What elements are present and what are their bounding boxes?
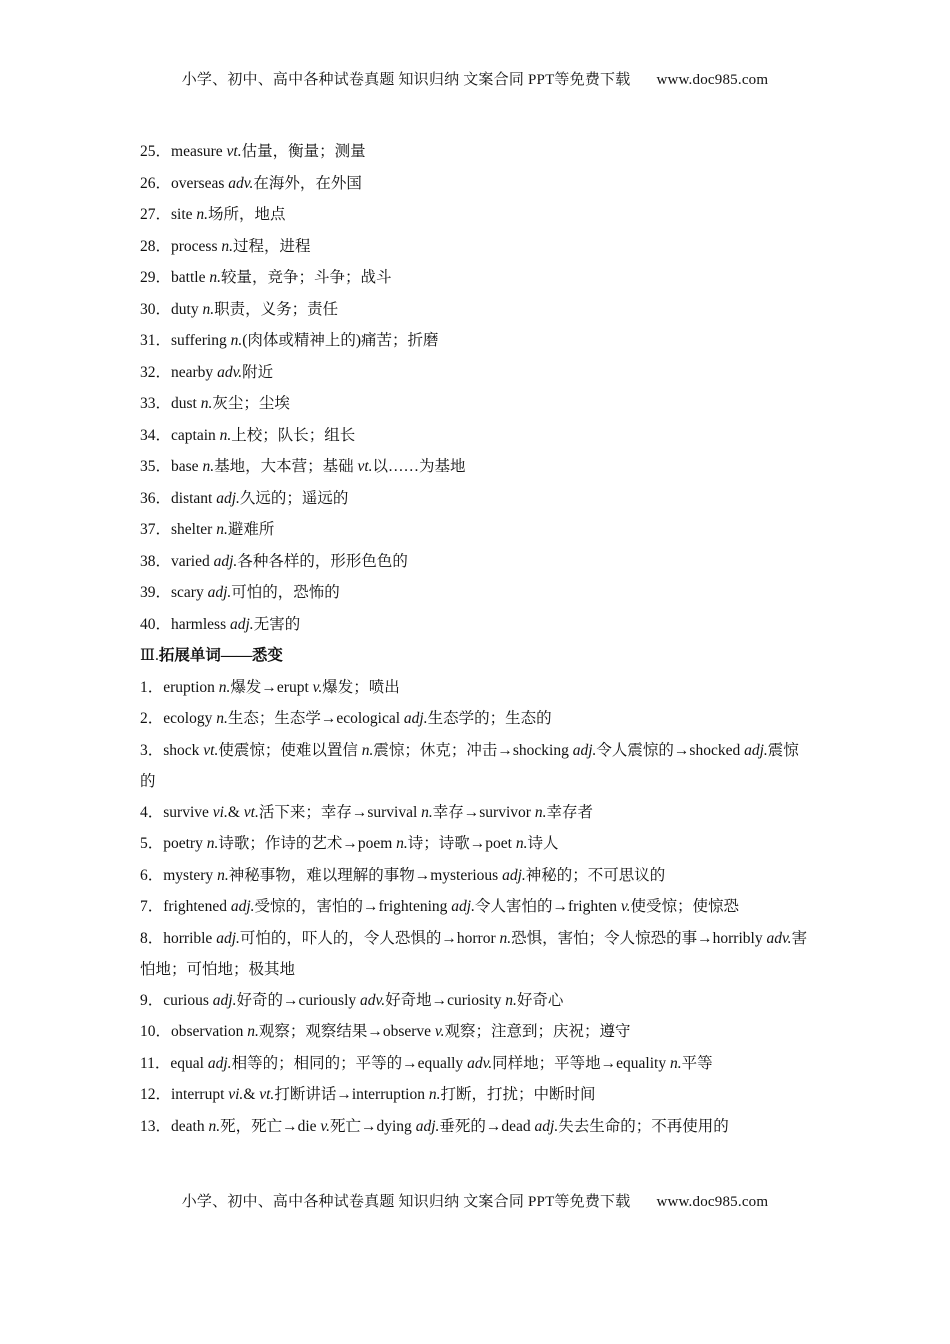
item-pos: n. bbox=[396, 835, 408, 852]
item-word: overseas bbox=[171, 174, 229, 192]
list-item bbox=[140, 1022, 812, 1042]
item-number: 38． bbox=[140, 552, 172, 570]
item-word: duty bbox=[171, 300, 203, 318]
item-pos: adj. bbox=[213, 552, 238, 570]
item-pos: n. bbox=[206, 835, 219, 852]
list-item bbox=[140, 489, 812, 509]
item-text: 同样地；平等地→equality bbox=[492, 1054, 670, 1072]
item-text: 诗人 bbox=[527, 835, 559, 852]
item-word: base bbox=[171, 458, 203, 475]
item-definition: 久远的；遥远的 bbox=[239, 489, 349, 507]
list-item bbox=[140, 205, 812, 225]
item-pos: v. bbox=[434, 1023, 445, 1040]
item-text: 活下来；幸存→survival bbox=[258, 803, 422, 821]
item-text: 爆发→erupt bbox=[230, 678, 313, 696]
footer-site: www.doc985.com bbox=[656, 1194, 769, 1210]
item-word: shelter bbox=[171, 521, 217, 538]
item-pos: n. bbox=[218, 678, 231, 696]
item-text: 生态学的；生态的 bbox=[427, 710, 552, 727]
word-list-part1 bbox=[140, 142, 812, 635]
item-pos: n. bbox=[200, 395, 213, 412]
item-pos: adv. bbox=[467, 1054, 493, 1072]
item-pos: n. bbox=[499, 929, 512, 947]
item-pos: adj. bbox=[403, 710, 428, 727]
item-pos: adj. bbox=[216, 929, 240, 947]
item-text: 13．death bbox=[140, 1117, 209, 1135]
item-definition: 以……为基地 bbox=[372, 458, 466, 475]
item-pos: n. bbox=[247, 1023, 259, 1040]
item-pos: adj. bbox=[207, 584, 232, 601]
item-pos: vt. bbox=[203, 741, 219, 759]
item-pos: vi. bbox=[228, 1086, 244, 1103]
item-text: 诗歌；作诗的艺术→poem bbox=[218, 835, 397, 852]
item-word: dust bbox=[171, 395, 201, 412]
list-item bbox=[140, 1117, 812, 1137]
item-pos: v. bbox=[312, 678, 323, 696]
item-pos: adv. bbox=[766, 929, 792, 947]
item-text: 失去生命的；不再使用的 bbox=[558, 1117, 729, 1135]
item-definition: 附近 bbox=[242, 363, 274, 381]
item-pos: adj. bbox=[451, 898, 475, 915]
item-definition: 过程，进程 bbox=[233, 237, 311, 255]
item-pos: adv. bbox=[217, 363, 243, 381]
item-pos: n. bbox=[230, 332, 243, 349]
header-site: www.doc985.com bbox=[656, 72, 769, 88]
item-text: 好奇心 bbox=[516, 991, 564, 1009]
item-text: 垂死的→dead bbox=[439, 1117, 535, 1135]
item-pos: n. bbox=[505, 991, 517, 1009]
item-text: 生态；生态学→ecological bbox=[227, 710, 404, 727]
item-pos: adv. bbox=[228, 174, 254, 192]
item-number: 31． bbox=[140, 332, 172, 349]
item-definition: 上校；队长；组长 bbox=[231, 426, 356, 444]
item-pos: n. bbox=[217, 866, 229, 884]
vocabulary-content bbox=[140, 142, 812, 1148]
section-number: Ⅲ. bbox=[140, 647, 159, 664]
list-item bbox=[140, 520, 812, 540]
page-header bbox=[0, 68, 950, 89]
list-item bbox=[140, 735, 812, 797]
item-number: 34． bbox=[140, 426, 172, 444]
item-text: 观察；观察结果→observe bbox=[258, 1023, 435, 1040]
item-pos: n. bbox=[534, 803, 547, 821]
item-pos: v. bbox=[320, 1117, 330, 1135]
item-number: 35． bbox=[140, 458, 172, 475]
item-number: 32． bbox=[140, 363, 172, 381]
item-pos: n. bbox=[515, 835, 528, 852]
list-item bbox=[140, 363, 812, 383]
item-definition: 无害的 bbox=[253, 615, 301, 633]
list-item bbox=[140, 834, 812, 854]
item-pos: n. bbox=[216, 710, 228, 727]
list-item bbox=[140, 991, 812, 1011]
list-item bbox=[140, 552, 812, 572]
item-text: 使受惊；使惊恐 bbox=[630, 898, 740, 915]
item-text: 恐惧，害怕；令人惊恐的事→horribly bbox=[511, 929, 767, 947]
item-text: 6．mystery bbox=[140, 866, 218, 884]
list-item bbox=[140, 142, 812, 162]
item-text: 好奇的→curiously bbox=[236, 991, 361, 1009]
item-pos: n. bbox=[208, 1117, 221, 1135]
item-text: 幸存者 bbox=[546, 803, 593, 821]
item-number: 30． bbox=[140, 300, 172, 318]
item-pos: n. bbox=[209, 269, 221, 286]
item-text: 神秘的；不可思议的 bbox=[525, 866, 666, 884]
item-definition: 在海外，在外国 bbox=[253, 174, 362, 192]
list-item bbox=[140, 426, 812, 446]
item-pos: n. bbox=[196, 206, 209, 223]
item-number: 27． bbox=[140, 206, 172, 223]
item-text: & bbox=[227, 803, 244, 821]
list-item bbox=[140, 300, 812, 320]
item-word: site bbox=[171, 206, 197, 223]
item-text: 诗；诗歌→poet bbox=[407, 835, 516, 852]
list-item bbox=[140, 331, 812, 351]
item-pos: adj. bbox=[212, 991, 237, 1009]
section-title: 拓展单词——悉变 bbox=[158, 647, 283, 664]
item-text: & bbox=[243, 1086, 260, 1103]
item-pos: vi. bbox=[212, 803, 228, 821]
item-text: 8．horrible bbox=[140, 929, 217, 947]
list-item bbox=[140, 1085, 812, 1105]
item-pos: n. bbox=[202, 458, 215, 475]
item-definition: 可怕的，恐怖的 bbox=[231, 584, 340, 601]
item-word: battle bbox=[171, 269, 210, 286]
item-pos: vt. bbox=[243, 803, 259, 821]
item-text: 11．equal bbox=[140, 1054, 208, 1072]
list-item bbox=[140, 897, 812, 917]
item-definition: 基地，大本营；基础 bbox=[214, 458, 358, 475]
item-pos: n. bbox=[669, 1054, 682, 1072]
item-definition: 灰尘；尘埃 bbox=[212, 395, 290, 412]
item-text: 打断讲话→interruption bbox=[274, 1086, 429, 1103]
item-number: 37． bbox=[140, 521, 172, 538]
item-text: 震惊；休克；冲击→shocking bbox=[373, 741, 573, 759]
item-text: 平等 bbox=[681, 1054, 713, 1072]
item-pos: adj. bbox=[534, 1117, 559, 1135]
item-definition: 避难所 bbox=[227, 521, 275, 538]
item-number: 33． bbox=[140, 395, 172, 412]
item-definition: 较量，竞争；斗争；战斗 bbox=[220, 269, 392, 286]
list-item bbox=[140, 866, 812, 886]
list-item bbox=[140, 583, 812, 603]
item-pos: vt. bbox=[226, 143, 242, 160]
item-pos: vt. bbox=[357, 458, 373, 475]
item-pos: adj. bbox=[415, 1117, 440, 1135]
item-text: 5．poetry bbox=[140, 835, 207, 852]
item-text: 受惊的，害怕的→frightening bbox=[254, 898, 452, 915]
item-pos: n. bbox=[202, 300, 215, 318]
item-text: 10．observation bbox=[140, 1023, 248, 1040]
word-list-part2 bbox=[140, 678, 812, 1137]
section-heading bbox=[140, 646, 812, 666]
item-word: varied bbox=[171, 552, 214, 570]
list-item bbox=[140, 174, 812, 194]
item-word: scary bbox=[171, 584, 208, 601]
item-pos: adj. bbox=[216, 489, 240, 507]
list-item bbox=[140, 268, 812, 288]
item-definition: (肉体或精神上的)痛苦；折磨 bbox=[242, 332, 439, 349]
item-text: 7．frightened bbox=[140, 898, 231, 915]
item-definition: 估量，衡量；测量 bbox=[241, 143, 366, 160]
item-definition: 职责，义务；责任 bbox=[214, 300, 339, 318]
item-pos: n. bbox=[216, 521, 228, 538]
item-number: 28． bbox=[140, 237, 172, 255]
item-word: captain bbox=[171, 426, 220, 444]
list-item bbox=[140, 709, 812, 729]
item-text: 爆发；喷出 bbox=[322, 678, 400, 696]
list-item bbox=[140, 457, 812, 477]
list-item bbox=[140, 923, 812, 985]
header-text: 小学、初中、高中各种试卷真题 知识归纳 文案合同 PPT等免费下载 bbox=[181, 72, 631, 88]
item-text: 打断，打扰；中断时间 bbox=[440, 1086, 596, 1103]
item-pos: adj. bbox=[230, 898, 255, 915]
item-number: 36． bbox=[140, 489, 172, 507]
item-text: 好奇地→curiosity bbox=[385, 991, 506, 1009]
list-item bbox=[140, 237, 812, 257]
item-text: 相等的；相同的；平等的→equally bbox=[231, 1054, 468, 1072]
item-pos: adj. bbox=[502, 866, 526, 884]
item-pos: adj. bbox=[207, 1054, 232, 1072]
page-footer bbox=[0, 1190, 950, 1211]
item-number: 40． bbox=[140, 615, 172, 633]
item-pos: adj. bbox=[744, 741, 768, 759]
footer-text: 小学、初中、高中各种试卷真题 知识归纳 文案合同 PPT等免费下载 bbox=[181, 1194, 631, 1210]
item-text: 观察；注意到；庆祝；遵守 bbox=[444, 1023, 631, 1040]
list-item bbox=[140, 678, 812, 698]
item-text: 3．shock bbox=[140, 741, 204, 759]
item-word: suffering bbox=[171, 332, 231, 349]
item-text: 令人震惊的→shocked bbox=[596, 741, 745, 759]
item-word: distant bbox=[171, 489, 217, 507]
item-text: 害怕地；可怕地；极其地 bbox=[140, 929, 808, 978]
item-definition: 场所，地点 bbox=[208, 206, 286, 223]
item-text: 9．curious bbox=[140, 991, 213, 1009]
item-pos: n. bbox=[421, 803, 433, 821]
item-pos: n. bbox=[221, 237, 234, 255]
item-text: 令人害怕的→frighten bbox=[474, 898, 621, 915]
item-number: 25． bbox=[140, 143, 172, 160]
item-word: process bbox=[171, 237, 222, 255]
item-number: 39． bbox=[140, 584, 172, 601]
item-pos: v. bbox=[620, 898, 631, 915]
item-number: 26． bbox=[140, 174, 172, 192]
item-text: 12．interrupt bbox=[140, 1086, 229, 1103]
item-word: nearby bbox=[171, 363, 218, 381]
item-pos: n. bbox=[361, 741, 374, 759]
item-text: 1．eruption bbox=[140, 678, 219, 696]
item-pos: adv. bbox=[360, 991, 386, 1009]
item-text: 震惊的 bbox=[140, 741, 799, 790]
item-pos: vt. bbox=[259, 1086, 275, 1103]
item-text: 2．ecology bbox=[140, 710, 217, 727]
item-pos: adj. bbox=[230, 615, 254, 633]
item-text: 4．survive bbox=[140, 803, 213, 821]
item-pos: adj. bbox=[572, 741, 597, 759]
item-text: 使震惊；使难以置信 bbox=[218, 741, 362, 759]
item-word: harmless bbox=[171, 615, 230, 633]
item-word: measure bbox=[171, 143, 227, 160]
item-text: 神秘事物，难以理解的事物→mysterious bbox=[228, 866, 503, 884]
item-text: 幸存→survivor bbox=[432, 803, 535, 821]
item-text: 死亡→dying bbox=[330, 1117, 416, 1135]
list-item bbox=[140, 394, 812, 414]
list-item bbox=[140, 1054, 812, 1074]
list-item bbox=[140, 803, 812, 823]
item-text: 死，死亡→die bbox=[220, 1117, 321, 1135]
item-text: 可怕的，吓人的，令人恐惧的→horror bbox=[239, 929, 500, 947]
list-item bbox=[140, 615, 812, 635]
item-pos: n. bbox=[219, 426, 232, 444]
item-number: 29． bbox=[140, 269, 172, 286]
item-pos: n. bbox=[428, 1086, 441, 1103]
item-definition: 各种各样的，形形色色的 bbox=[237, 552, 408, 570]
